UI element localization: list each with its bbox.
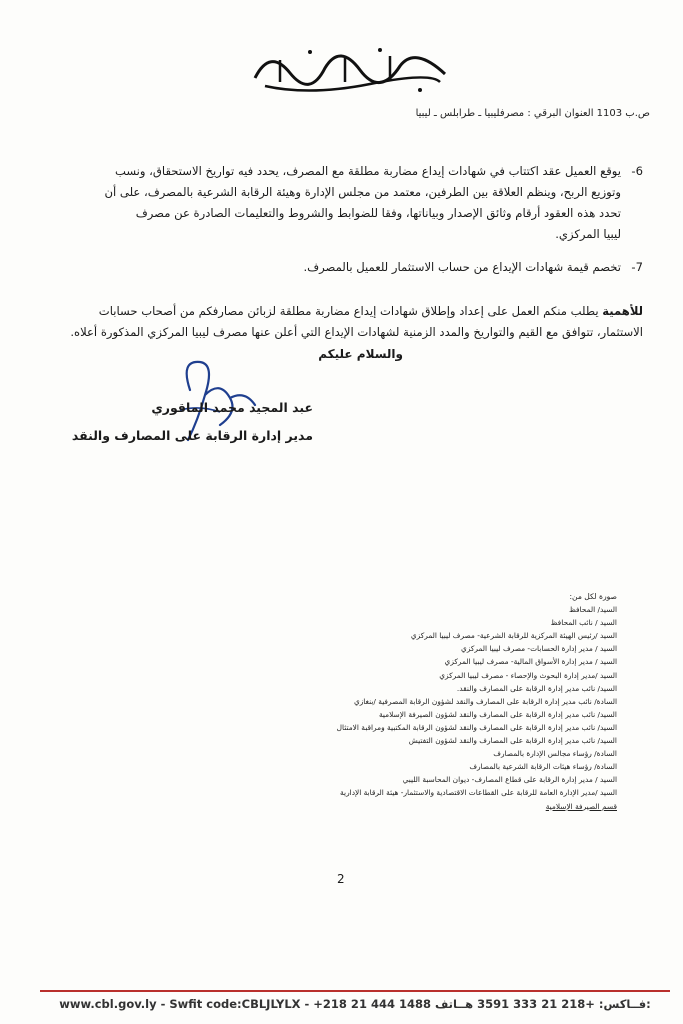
item-number: 7- [631,260,643,274]
cc-item: السيد /رئيس الهيئة المركزية للرقابة الشرعية- مصرف ليبيا المركزي [410,631,617,641]
copies-heading: صورة لكل من: [569,592,617,601]
copies-list [257,590,617,813]
cc-item: السادة/ نائب مدير إدارة الرقابة على المصارف والنقد لشؤون الرقابة المصرفية /بنغازي [353,696,617,706]
closing-paragraph [33,301,643,343]
letterhead-address: ص.ب 1103 العنوان البرقي : مصرفليبيا ـ طرابلس ـ ليبيا [415,108,650,119]
cc-item: السيد/ نائب مدير إدارة الرقابة على المصارف والنقد. [456,683,617,693]
signatory-title: مدير إدارة الرقابة على المصارف والنقد [71,428,313,443]
signatory-name: عبد المجيد محمد الماقوري [151,400,313,415]
footer-rule [40,990,670,992]
cc-item: السادة/ رؤساء هيئات الرقابة الشرعية بالمصارف [469,762,617,772]
importance-lead: للأهمية [602,304,643,318]
closing-line-1: يطلب منكم العمل على إعداد وإطلاق شهادات إيداع مضاربة مطلقة لزبائن مصارفكم من أصحاب حسابات [98,304,603,318]
bank-logo-calligraphy [250,38,450,98]
cc-item: السيد / مدير إدارة الرقابة على قطاع المصارف- ديوان المحاسبة الليبي [402,775,617,785]
cc-item: السيد/ نائب مدير إدارة الرقابة على المصارف والنقد لشؤون التفتيش [408,736,617,746]
cc-item: السيد / مدير إدارة الحسابات- مصرف ليبيا المركزي [461,644,617,654]
list-item-7 [33,257,643,278]
cc-item: السيد / مدير إدارة الأسواق المالية- مصرف ليبيا المركزي [444,657,617,667]
cc-item: السيد / نائب المحافظ [550,618,617,628]
item-line: يوقع العميل عقد اكتتاب في شهادات إيداع مضاربة مطلقة مع المصرف، يحدد فيه تواريخ الاستحقاق، ونسب [114,164,621,178]
cc-item: السيد /مدير الإدارة العامة للرقابة على القطاعات الاقتصادية والاستثمار- هيئة الرقابة الإدارية [340,788,617,798]
item-line: ليبيا المركزي. [555,227,621,241]
cc-item-last: قسم الصيرفة الإسلامية [545,801,617,811]
item-number: 6- [631,164,643,178]
closing-line-2: الاستثمار، تتوافق مع القيم والتواريخ والمدد الزمنية لشهادات الإيداع التي أعلن عنها مصرف ليبيا المركزي المذكورة أعلاه. [70,325,643,339]
item-line: وتوزيع الربح، وينظم العلاقة بين الطرفين، معتمد من مجلس الإدارة وهيئة الرقابة الشرعية بالمصرف، على أن [104,185,621,199]
item-line: تخصم قيمة شهادات الإيداع من حساب الاستثمار للعميل بالمصرف. [303,260,621,274]
page-number: 2 [337,872,345,886]
footer-contact: www.cbl.gov.ly - Swfit code:CBLJLYLX - +218 21 444 1488 فــاكس: +218 21 333 3591 هــاتف: [59,997,651,1011]
cc-item: السادة/ رؤساء مجالس الإدارة بالمصارف [493,749,617,759]
cc-item: السيد /مدير إدارة البحوث والإحصاء - مصرف ليبيا المركزي [439,670,617,680]
cc-item: السيد/ نائب مدير إدارة الرقابة على المصارف والنقد لشؤون الرقابة المكتبية ومراقبة الامتثال [336,722,617,732]
list-item-6 [33,161,643,245]
item-line: تحدد هذه العقود أرقام وثائق الإصدار وبياناتها، وفقا للضوابط والشروط والتعليمات الصادرة عن مصرف [135,206,621,220]
cc-item: السيد/ المحافظ [569,605,617,615]
cc-item: السيد/ نائب مدير إدارة الرقابة على المصارف والنقد لشؤون الصيرفة الإسلامية [378,709,617,719]
salutation: والسلام عليكم [318,347,403,361]
